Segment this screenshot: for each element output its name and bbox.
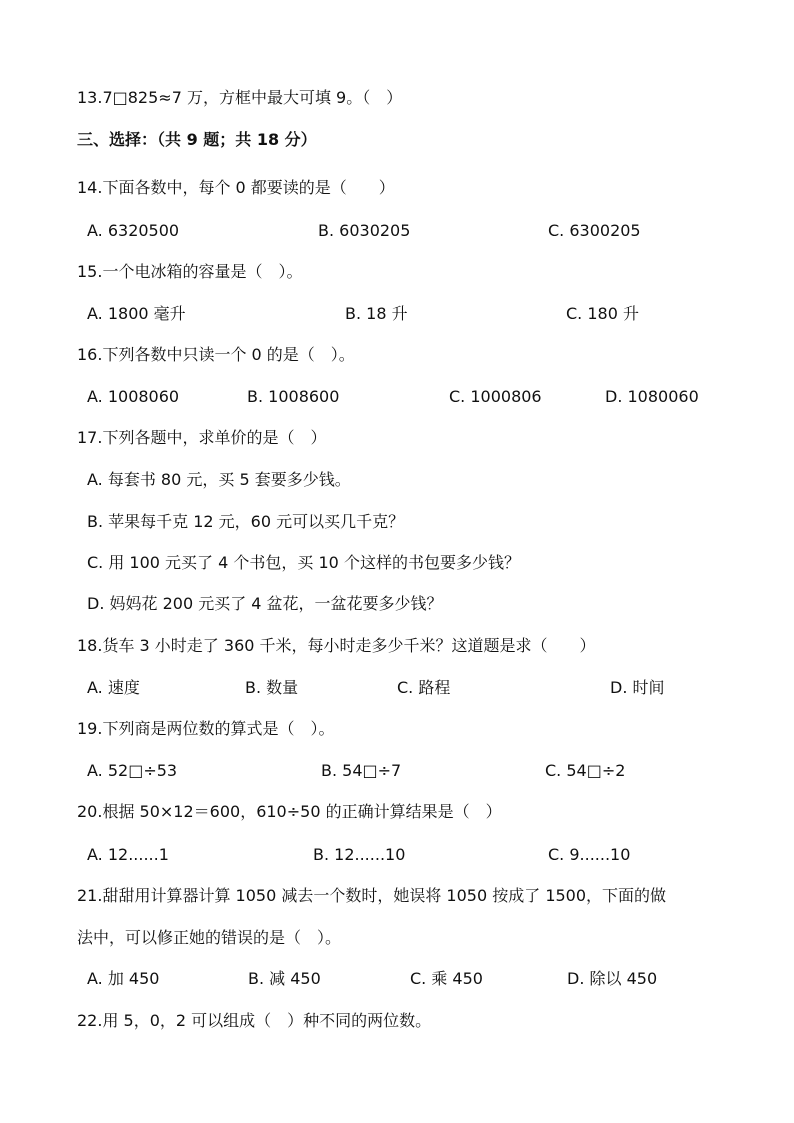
q20-option-c[interactable]: C. 9......10 (548, 845, 631, 864)
q16-option-b[interactable]: B. 1008600 (247, 387, 340, 406)
q18-option-c[interactable]: C. 路程 (397, 678, 451, 697)
q19-option-b[interactable]: B. 54□÷7 (321, 761, 402, 780)
q16-option-d[interactable]: D. 1080060 (605, 387, 699, 406)
q20-option-a[interactable]: A. 12......1 (87, 845, 169, 864)
q21-option-c[interactable]: C. 乘 450 (410, 969, 483, 988)
q17-option-b[interactable]: B. 苹果每千克 12 元，60 元可以买几千克？ (87, 512, 405, 531)
q20-option-b[interactable]: B. 12......10 (313, 845, 406, 864)
section-title-choice: 三、选择：（共 9 题；共 18 分） (77, 130, 317, 149)
question-14: 14.下面各数中，每个 0 都要读的是（ ） (77, 178, 395, 197)
question-20: 20.根据 50×12＝600，610÷50 的正确计算结果是（ ） (77, 802, 502, 821)
q18-option-d[interactable]: D. 时间 (610, 678, 665, 697)
q16-option-a[interactable]: A. 1008060 (87, 387, 180, 406)
question-21-line-1: 21.甜甜用计算器计算 1050 减去一个数时，她误将 1050 按成了 1500，下面的做 (77, 886, 667, 905)
question-17: 17.下列各题中，求单价的是（ ） (77, 428, 327, 447)
q21-option-d[interactable]: D. 除以 450 (567, 969, 658, 988)
q17-option-a[interactable]: A. 每套书 80 元，买 5 套要多少钱。 (87, 470, 351, 489)
q15-option-a[interactable]: A. 1800 毫升 (87, 304, 186, 323)
question-18: 18.货车 3 小时走了 360 千米，每小时走多少千米？这道题是求（ ） (77, 636, 596, 655)
q21-option-a[interactable]: A. 加 450 (87, 969, 160, 988)
question-16: 16.下列各数中只读一个 0 的是（ ）。 (77, 345, 355, 364)
q18-option-a[interactable]: A. 速度 (87, 678, 140, 697)
q19-option-a[interactable]: A. 52□÷53 (87, 761, 178, 780)
q14-option-b[interactable]: B. 6030205 (318, 221, 411, 240)
q17-option-c[interactable]: C. 用 100 元买了 4 个书包，买 10 个这样的书包要多少钱？ (87, 553, 520, 572)
q17-option-d[interactable]: D. 妈妈花 200 元买了 4 盆花，一盆花要多少钱？ (87, 594, 443, 613)
question-21-line-2: 法中，可以修正她的错误的是（ ）。 (77, 928, 342, 947)
question-15: 15.一个电冰箱的容量是（ ）。 (77, 262, 303, 281)
q14-option-c[interactable]: C. 6300205 (548, 221, 641, 240)
q16-option-c[interactable]: C. 1000806 (449, 387, 542, 406)
q19-option-c[interactable]: C. 54□÷2 (545, 761, 626, 780)
q21-option-b[interactable]: B. 减 450 (248, 969, 321, 988)
question-19: 19.下列商是两位数的算式是（ ）。 (77, 719, 335, 738)
question-13: 13.7□825≈7 万，方框中最大可填 9。（ ） (77, 88, 403, 107)
q15-option-c[interactable]: C. 180 升 (566, 304, 639, 323)
q14-option-a[interactable]: A. 6320500 (87, 221, 180, 240)
q18-option-b[interactable]: B. 数量 (245, 678, 299, 697)
q15-option-b[interactable]: B. 18 升 (345, 304, 408, 323)
question-22: 22.用 5，0，2 可以组成（ ）种不同的两位数。 (77, 1011, 432, 1030)
